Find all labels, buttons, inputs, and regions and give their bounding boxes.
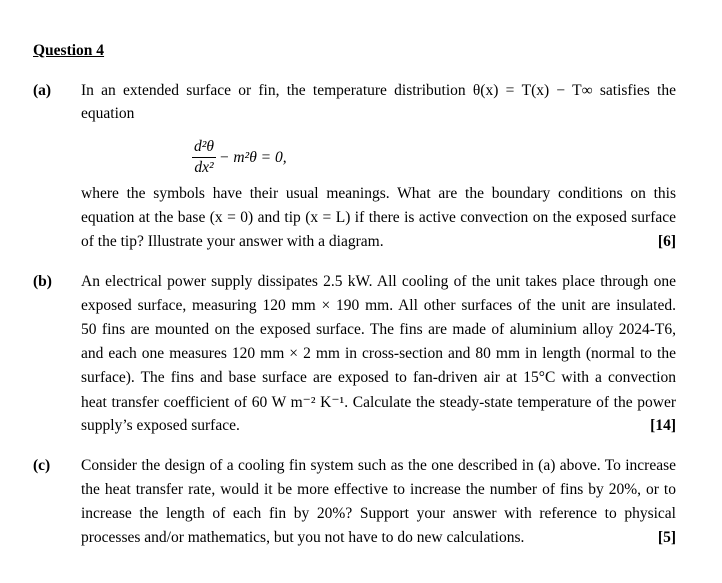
part-a-line: In an extended surface or fin, the temperature distribution θ(x) = T(x) − T∞ satisfies the: [81, 82, 676, 99]
part-a-marks: [6]: [657, 233, 676, 250]
part-c-line: processes and/or mathematics, but you not have to do new calculations.: [81, 529, 525, 546]
part-b-line: supply’s exposed surface.: [81, 417, 240, 434]
part-b-line: An electrical power supply dissipates 2.5 kW. All cooling of the unit takes place through one: [81, 273, 676, 290]
part-b-line: exposed surface, measuring 120 mm × 190 mm. All other surfaces of the unit are insulated.: [81, 297, 676, 314]
part-c-line: increase the length of each fin by 20%? Support your answer with reference to physical: [81, 505, 676, 522]
part-c-marks: [5]: [657, 529, 676, 546]
eq-numerator: d²θ: [192, 138, 216, 158]
part-a-line: equation at the base (x = 0) and tip (x = L) if there is active convection on the exposed surface: [81, 209, 676, 226]
part-b-line: 50 fins are mounted on the exposed surface. The fins are made of aluminium alloy 2024-T6,: [81, 321, 676, 338]
part-a-label: (a): [33, 82, 52, 99]
part-b-label: (b): [33, 273, 52, 290]
part-c-label: (c): [33, 457, 51, 474]
part-a-line: equation: [81, 105, 135, 122]
part-a-line: where the symbols have their usual meanings. What are the boundary conditions on this: [81, 185, 676, 202]
part-b-line: heat transfer coefficient of 60 W m⁻² K⁻¹. Calculate the steady-state temperature of the power: [81, 394, 676, 411]
part-c-line: Consider the design of a cooling fin system such as the one described in (a) above. To increase: [81, 457, 676, 474]
part-b-line: and each one measures 120 mm × 2 mm in cross-section and 80 mm in length (normal to the: [81, 345, 676, 362]
eq-denominator: dx²: [194, 159, 214, 176]
fin-equation: [192, 138, 287, 177]
part-a-line: of the tip? Illustrate your answer with a diagram.: [81, 233, 384, 250]
part-b-line: surface). The fins and base surface are exposed to fan-driven air at 15°C with a convection: [81, 369, 676, 386]
part-b-marks: [14]: [650, 417, 676, 434]
eq-rest: − m²θ = 0,: [219, 148, 287, 166]
part-c-line: the heat transfer rate, would it be more effective to increase the number of fins by 20%, or to: [81, 481, 676, 498]
question-title: Question 4: [33, 42, 105, 59]
